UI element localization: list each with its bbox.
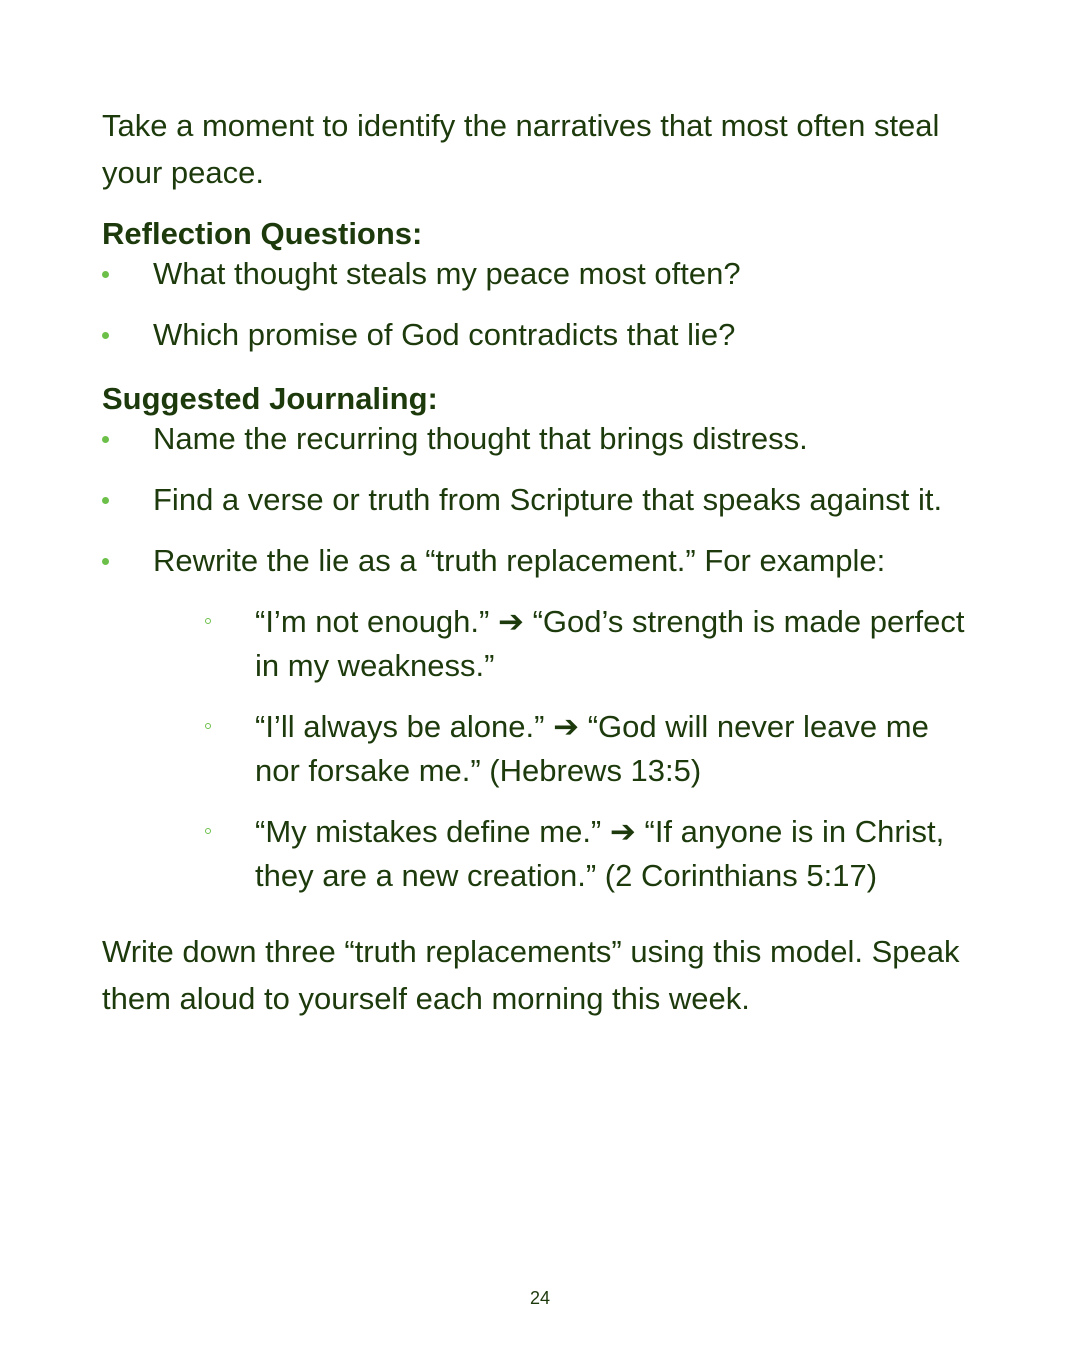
example-item <box>153 705 982 793</box>
bullet-icon <box>102 497 109 504</box>
reflection-questions-heading: Reflection Questions: <box>102 216 423 251</box>
list-item-text: Rewrite the lie as a “truth replacement.” For example: <box>153 543 886 578</box>
sub-bullet-icon <box>205 723 211 729</box>
truth-text: “God’s strength is made perfect in my weakness.” <box>255 604 965 683</box>
bullet-icon <box>102 271 109 278</box>
lie-text: “My mistakes define me.” <box>255 814 602 849</box>
list-item <box>102 254 982 294</box>
closing-paragraph: Write down three “truth replacements” using this model. Speak them aloud to yourself each morning this week. <box>102 934 960 1016</box>
list-item <box>102 541 982 898</box>
page-number: 24 <box>529 1288 551 1308</box>
example-item <box>153 810 982 898</box>
bullet-icon <box>102 436 109 443</box>
truth-text: “If anyone is in Christ, they are a new creation.” (2 Corinthians 5:17) <box>255 814 945 893</box>
bullet-icon <box>102 558 109 565</box>
lie-text: “I’m not enough.” <box>255 604 490 639</box>
list-item-text: What thought steals my peace most often? <box>153 256 741 291</box>
list-item <box>102 419 982 459</box>
list-item <box>102 480 982 520</box>
sub-bullet-icon <box>205 618 211 624</box>
intro-paragraph: Take a moment to identify the narratives that most often steal your peace. <box>102 108 940 190</box>
truth-text: “God will never leave me nor forsake me.” (Hebrews 13:5) <box>255 709 929 788</box>
lie-text: “I’ll always be alone.” <box>255 709 545 744</box>
list-item-text: Find a verse or truth from Scripture that speaks against it. <box>153 482 943 517</box>
list-item-text: Name the recurring thought that brings distress. <box>153 421 808 456</box>
suggested-journaling-list <box>102 419 982 898</box>
truth-replacement-examples <box>153 600 982 898</box>
example-item <box>153 600 982 688</box>
arrow-right-icon: ➔ <box>497 604 524 639</box>
suggested-journaling-heading: Suggested Journaling: <box>102 381 438 416</box>
reflection-questions-list <box>102 254 982 355</box>
arrow-right-icon: ➔ <box>609 814 636 849</box>
arrow-right-icon: ➔ <box>553 709 580 744</box>
page-content <box>102 102 982 1022</box>
list-item <box>102 315 982 355</box>
sub-bullet-icon <box>205 828 211 834</box>
bullet-icon <box>102 332 109 339</box>
list-item-text: Which promise of God contradicts that lie? <box>153 317 736 352</box>
